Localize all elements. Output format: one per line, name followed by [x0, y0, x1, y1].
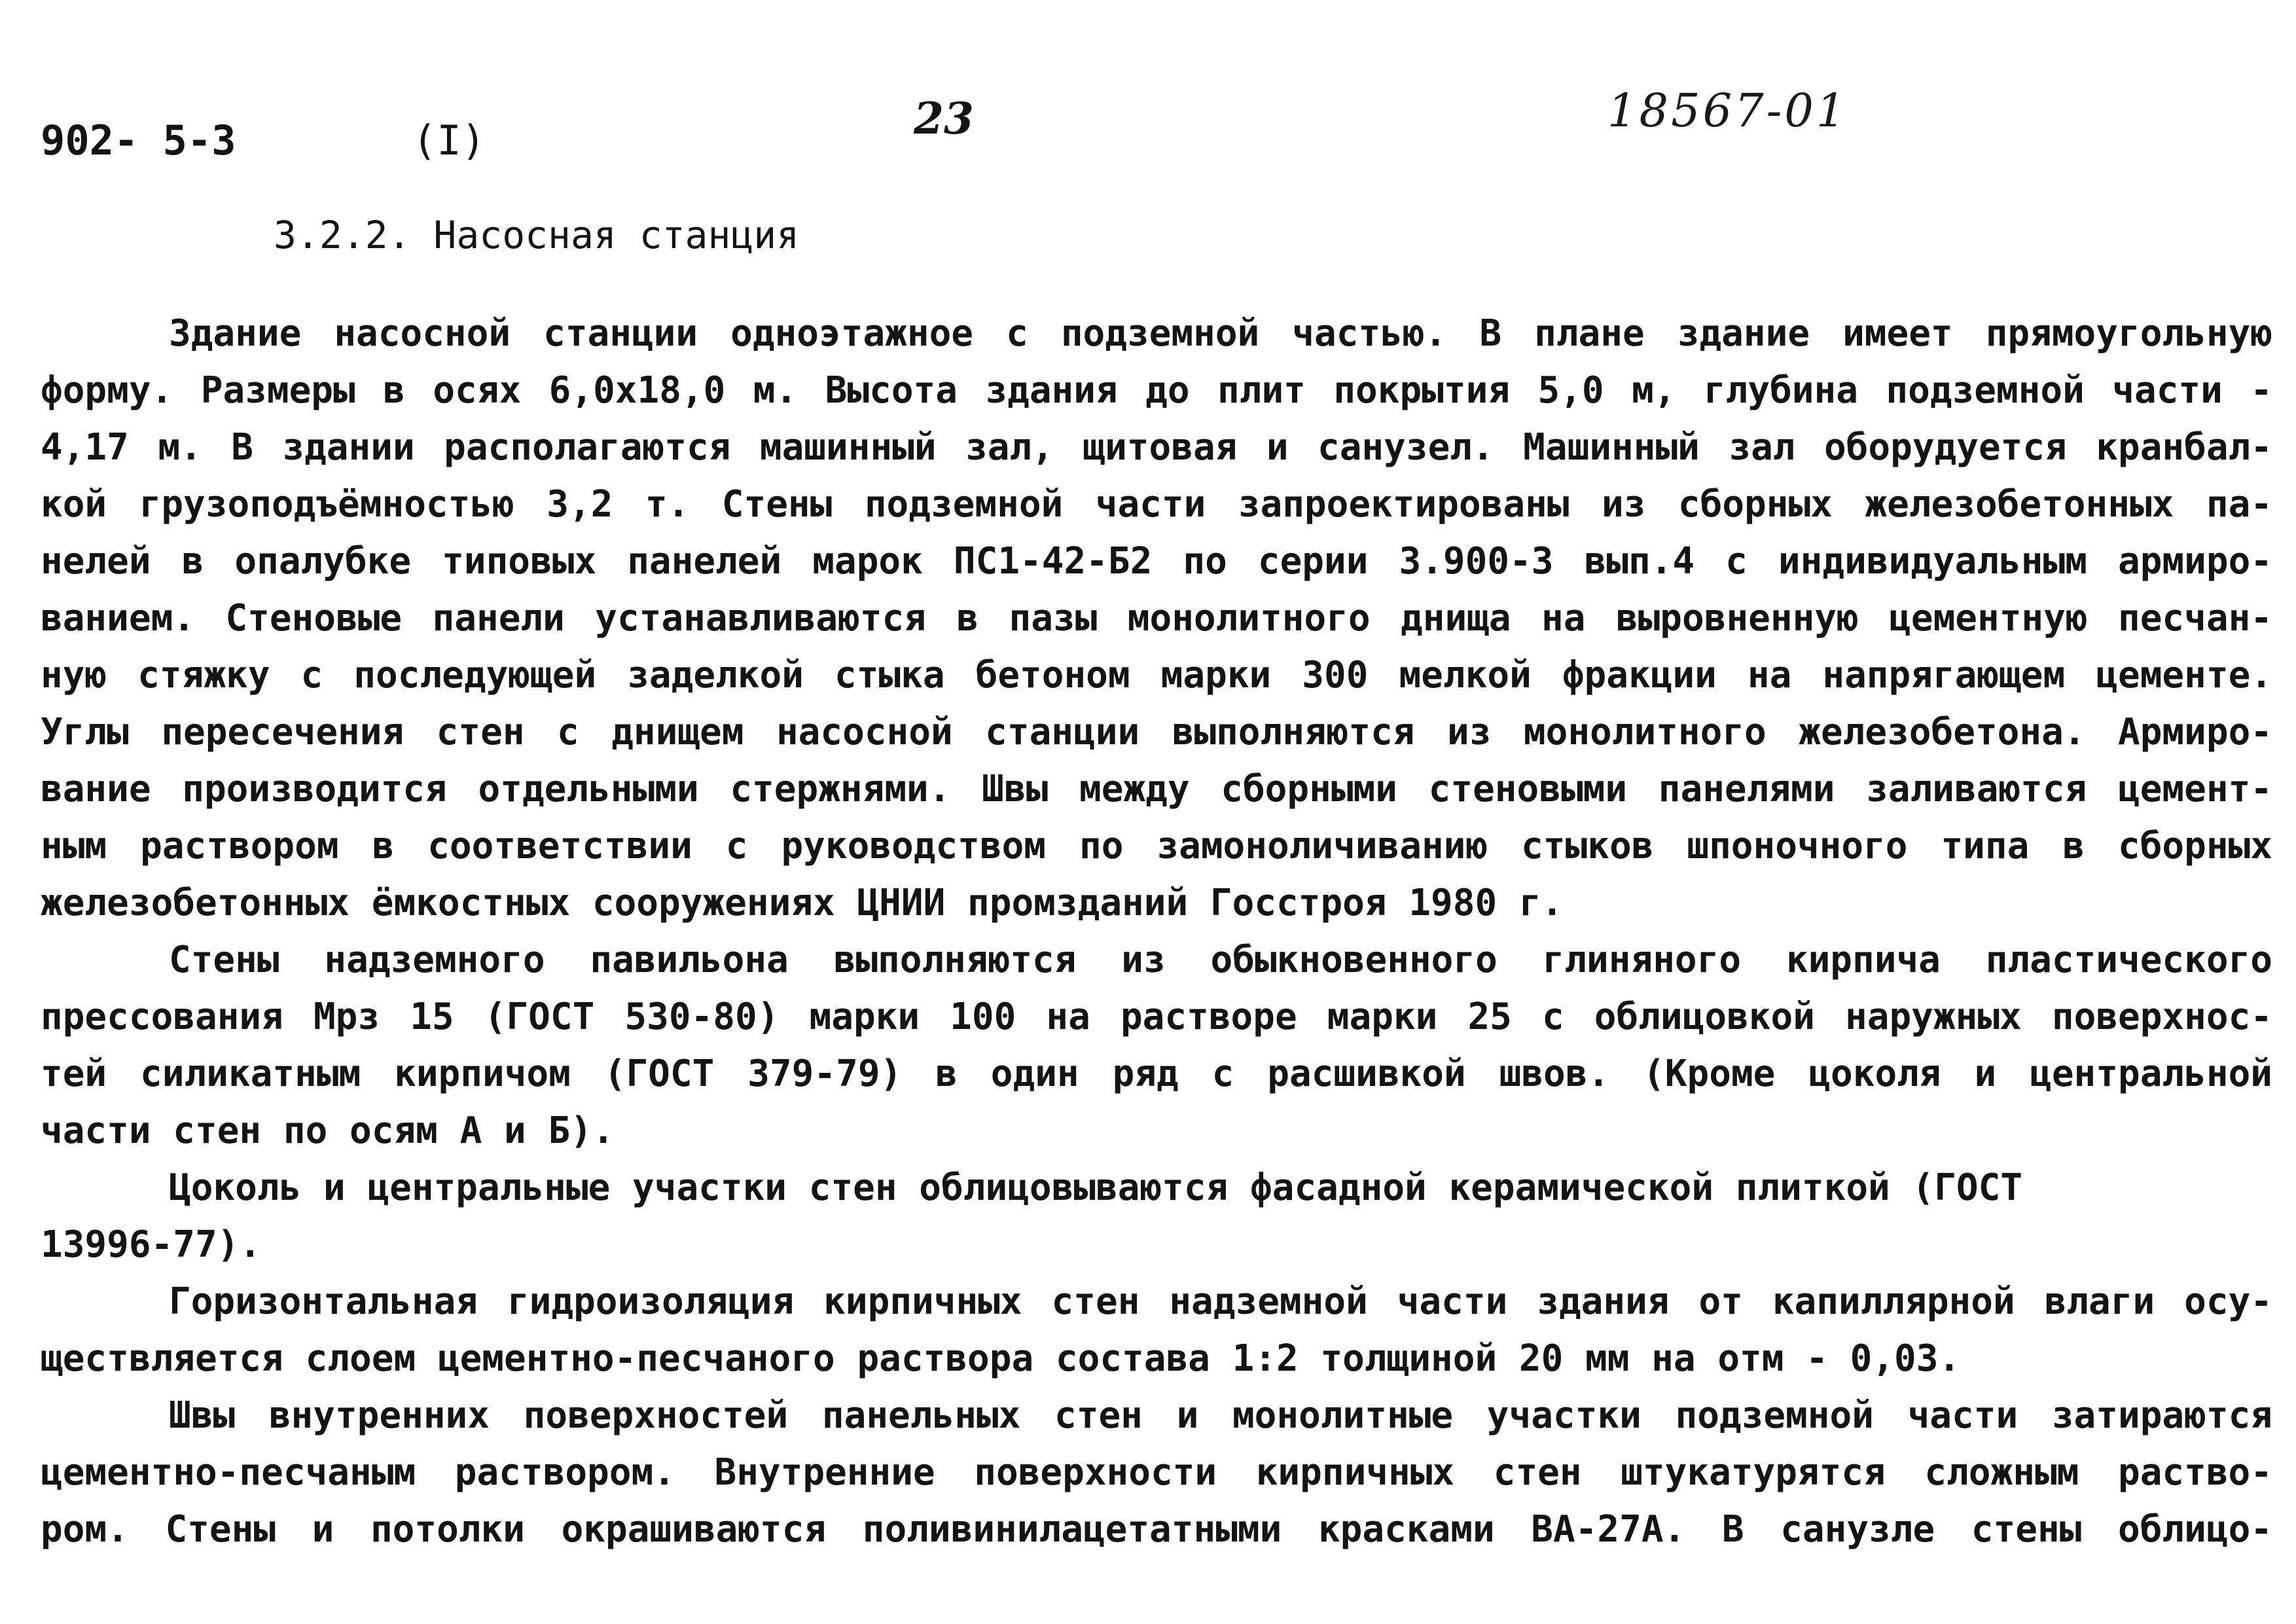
handwritten-doc-number: 18567-01 [1607, 84, 1848, 137]
paragraph-line: Горизонтальная гидроизоляция кирпичных стен надземной части здания от капиллярной влаги осу- [169, 1280, 2272, 1323]
section-title: 3.2.2. Насосная станция [274, 213, 800, 257]
paragraph-line: прессования Мрз 15 (ГОСТ 530-80) марки 100 на растворе марки 25 с облицовкой наружных поверхнос- [41, 996, 2272, 1038]
paragraph-line: вание производится отдельными стержнями. Швы между сборными стеновыми панелями заливаются цемент- [41, 768, 2272, 810]
document-code: 902- 5-3 [41, 117, 236, 164]
volume-number: (I) [412, 117, 486, 164]
paragraph-line: ществляется слоем цементно-песчаного раствора состава 1:2 толщиной 20 мм на отм - 0,03. [41, 1337, 1961, 1380]
paragraph-line: Цоколь и центральные участки стен облицовываются фасадной керамической плиткой (ГОСТ [169, 1166, 2023, 1209]
paragraph-line: цементно-песчаным раствором. Внутренние поверхности кирпичных стен штукатурятся сложным раство- [41, 1451, 2272, 1494]
paragraph-line: 13996-77). [41, 1223, 262, 1266]
paragraph-line: ным раствором в соответствии с руководством по замоноличиванию стыков шпоночного типа в сборных [41, 825, 2272, 867]
paragraph-line: Углы пересечения стен с днищем насосной станции выполняются из монолитного железобетона. Армиро- [41, 711, 2272, 753]
page-number: 23 [914, 93, 974, 144]
paragraph-line: ром. Стены и потолки окрашиваются поливинилацетатными красками ВА-27А. В санузле стены облицо- [41, 1508, 2272, 1551]
paragraph-line: части стен по осям А и Б). [41, 1110, 615, 1152]
paragraph-line: нелей в опалубке типовых панелей марок ПС1-42-Б2 по серии 3.900-3 вып.4 с индивидуальным армиро- [41, 540, 2272, 583]
paragraph-line: тей силикатным кирпичом (ГОСТ 379-79) в один ряд с расшивкой швов. (Кроме цоколя и центральной [41, 1053, 2272, 1095]
paragraph-line: ную стяжку с последующей заделкой стыка бетоном марки 300 мелкой фракции на напрягающем цементе. [41, 654, 2272, 696]
paragraph-line: Швы внутренних поверхностей панельных стен и монолитные участки подземной части затираются [169, 1394, 2272, 1437]
paragraph-line: 4,17 м. В здании располагаются машинный зал, щитовая и санузел. Машинный зал оборудуется кранбал- [41, 426, 2272, 469]
paragraph-line: железобетонных ёмкостных сооружениях ЦНИИ промзданий Госстроя 1980 г. [41, 882, 1564, 924]
paragraph-line: ванием. Стеновые панели устанавливаются в пазы монолитного днища на выровненную цементную песчан- [41, 597, 2272, 640]
body-text [41, 305, 2272, 1558]
paragraph-line: форму. Размеры в осях 6,0х18,0 м. Высота здания до плит покрытия 5,0 м, глубина подземной части - [41, 369, 2272, 412]
paragraph-line: кой грузоподъёмностью 3,2 т. Стены подземной части запроектированы из сборных железобетонных па- [41, 483, 2272, 526]
paragraph-line: Здание насосной станции одноэтажное с подземной частью. В плане здание имеет прямоугольную [169, 312, 2272, 355]
paragraph-line: Стены надземного павильона выполняются из обыкновенного глиняного кирпича пластического [169, 939, 2272, 981]
